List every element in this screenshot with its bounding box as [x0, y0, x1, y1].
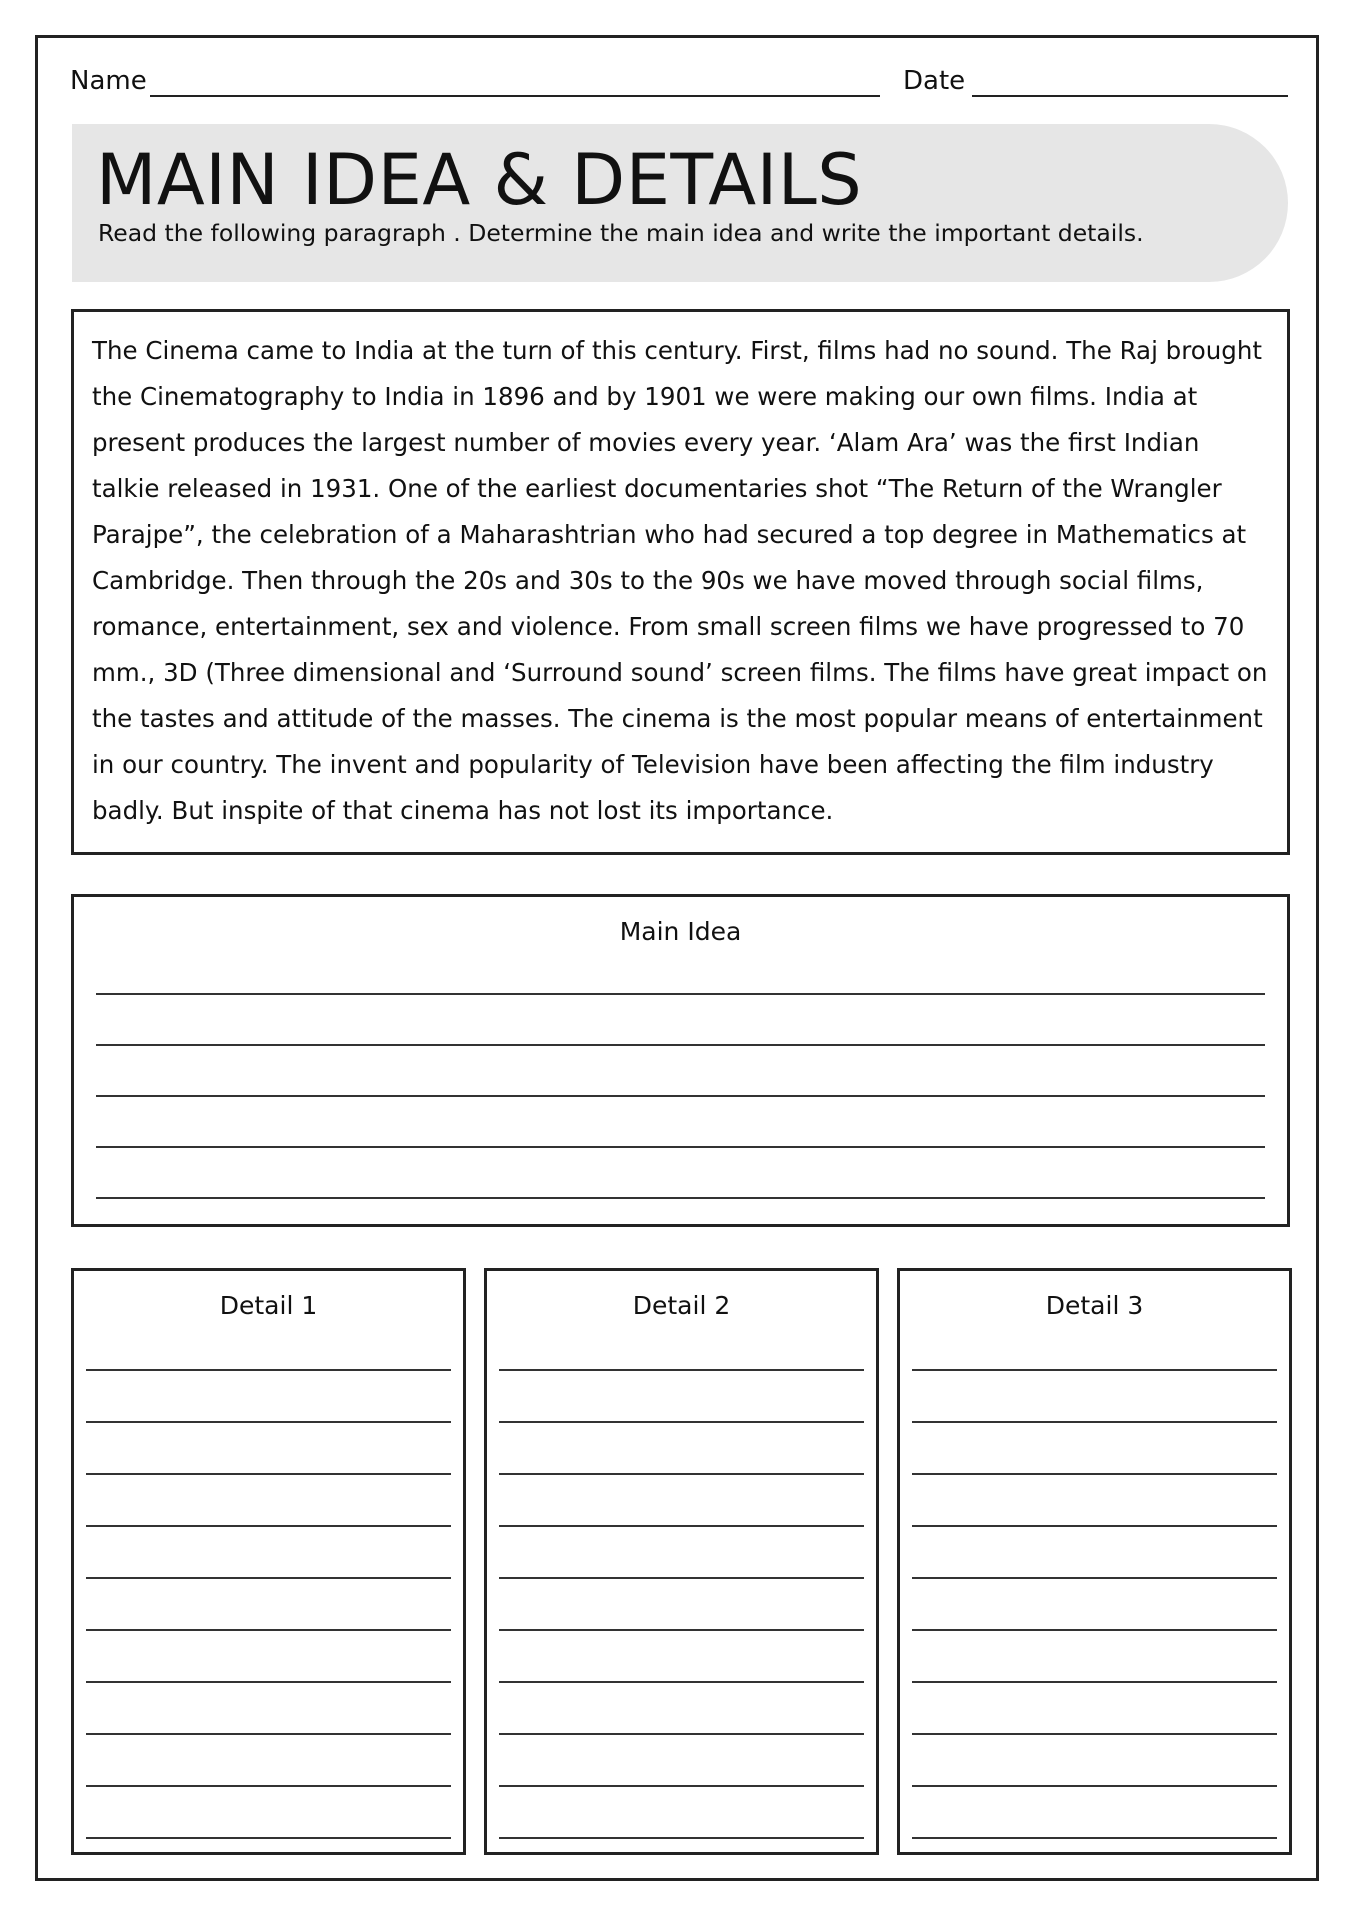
detail-3-line-5[interactable] [912, 1577, 1277, 1579]
detail-1-line-2[interactable] [86, 1421, 451, 1423]
detail-2-line-8[interactable] [499, 1733, 864, 1735]
detail-3-line-10[interactable] [912, 1837, 1277, 1839]
main-idea-heading: Main Idea [619, 917, 742, 946]
detail-1-line-3[interactable] [86, 1473, 451, 1475]
detail-1-line-7[interactable] [86, 1681, 451, 1683]
detail-2-line-1[interactable] [499, 1369, 864, 1371]
detail-1-line-5[interactable] [86, 1577, 451, 1579]
detail-heading-2: Detail 2 [632, 1291, 731, 1320]
instruction-text: Read the following paragraph . Determine the main idea and write the important details. [98, 219, 1144, 247]
detail-box-3 [897, 1268, 1292, 1855]
detail-3-line-3[interactable] [912, 1473, 1277, 1475]
main-idea-line-5[interactable] [96, 1197, 1265, 1199]
detail-3-line-1[interactable] [912, 1369, 1277, 1371]
detail-1-line-9[interactable] [86, 1785, 451, 1787]
detail-heading-1: Detail 1 [219, 1291, 318, 1320]
detail-2-line-3[interactable] [499, 1473, 864, 1475]
detail-box-2 [484, 1268, 879, 1855]
detail-3-line-9[interactable] [912, 1785, 1277, 1787]
detail-1-line-8[interactable] [86, 1733, 451, 1735]
name-field[interactable] [150, 95, 880, 97]
detail-3-line-6[interactable] [912, 1629, 1277, 1631]
detail-box-1 [71, 1268, 466, 1855]
main-idea-line-1[interactable] [96, 993, 1265, 995]
detail-1-line-6[interactable] [86, 1629, 451, 1631]
detail-1-line-4[interactable] [86, 1525, 451, 1527]
detail-3-line-2[interactable] [912, 1421, 1277, 1423]
title-banner [72, 124, 1288, 282]
detail-2-line-2[interactable] [499, 1421, 864, 1423]
date-field[interactable] [972, 95, 1288, 97]
detail-2-line-5[interactable] [499, 1577, 864, 1579]
date-label: Date [903, 66, 966, 96]
detail-2-line-9[interactable] [499, 1785, 864, 1787]
detail-3-line-4[interactable] [912, 1525, 1277, 1527]
passage-text: The Cinema came to India at the turn of this century. First, films had no sound. The Raj brought the Cinematography to India in 1896 and by 1901 we were making our own films. India at present produces the largest number of movies every year. ‘Alam Ara’ was the first Indian talkie released in 1931. One of the earliest documentaries shot “The Return of the Wrangler Parajpe”, the celebration of a Maharashtrian who had secured a top degree in Mathematics at Cambridge. Then through the 20s and 30s to the 90s we have moved through social films, romance, entertainment, sex and violence. From small screen films we have progressed to 70 mm., 3D (Three dimensional and ‘Surround sound’ screen films. The films have great impact on the tastes and attitude of the masses. The cinema is the most popular means of entertainment in our country. The invent and popularity of Television have been affecting the film industry badly. But inspite of that cinema has not lost its importance. [92, 336, 1268, 825]
detail-heading-3: Detail 3 [1045, 1291, 1144, 1320]
detail-2-line-7[interactable] [499, 1681, 864, 1683]
main-idea-line-2[interactable] [96, 1044, 1265, 1046]
passage-box [71, 309, 1290, 855]
detail-1-line-1[interactable] [86, 1369, 451, 1371]
detail-2-line-10[interactable] [499, 1837, 864, 1839]
detail-2-line-4[interactable] [499, 1525, 864, 1527]
main-idea-box [71, 894, 1290, 1227]
name-label: Name [70, 66, 147, 96]
detail-1-line-10[interactable] [86, 1837, 451, 1839]
detail-3-line-7[interactable] [912, 1681, 1277, 1683]
main-idea-line-4[interactable] [96, 1146, 1265, 1148]
main-idea-line-3[interactable] [96, 1095, 1265, 1097]
page-title: MAIN IDEA & DETAILS [96, 139, 863, 221]
detail-3-line-8[interactable] [912, 1733, 1277, 1735]
detail-2-line-6[interactable] [499, 1629, 864, 1631]
